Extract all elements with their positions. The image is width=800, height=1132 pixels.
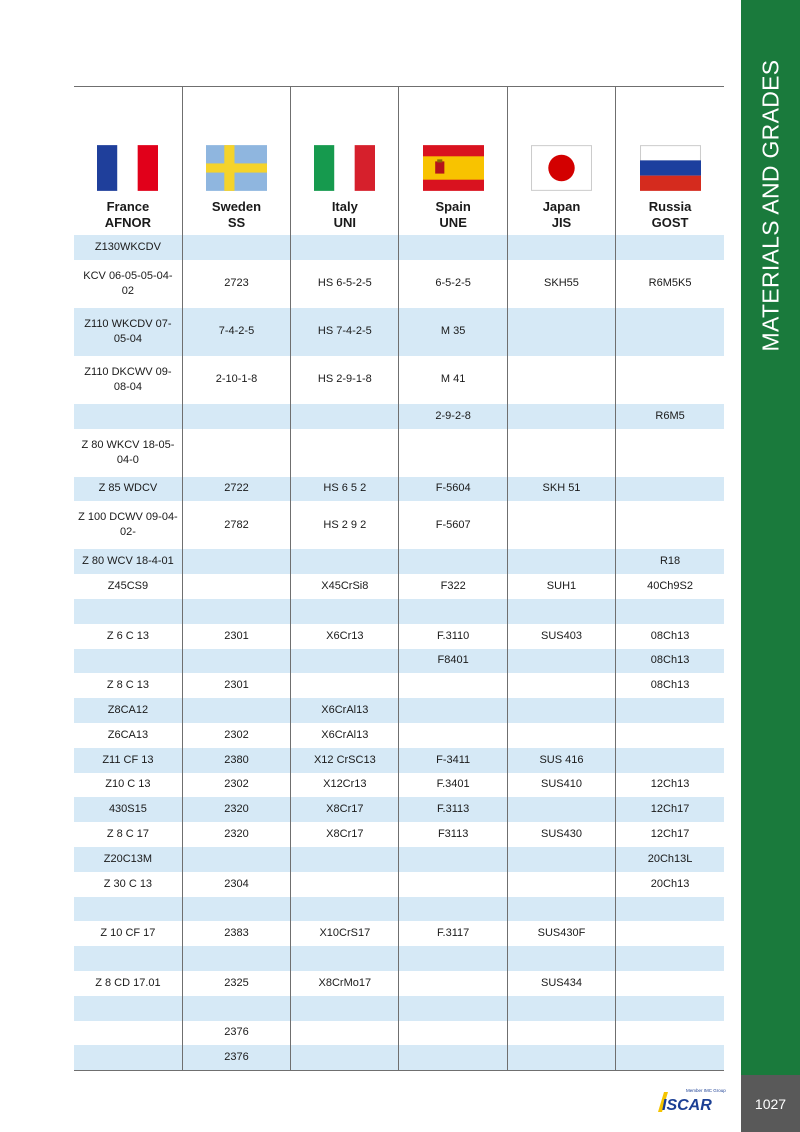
cell-jis	[507, 1021, 615, 1046]
cell-une	[399, 673, 507, 698]
header-standard: GOST	[651, 215, 689, 230]
cell-ss: 2723	[182, 260, 290, 308]
table-row	[74, 822, 724, 847]
cell-ss: 2301	[182, 673, 290, 698]
header-japan	[507, 87, 615, 236]
cell-gost: R6M5K5	[616, 260, 724, 308]
cell-une	[399, 996, 507, 1021]
cell-gost	[616, 429, 724, 477]
cell-gost	[616, 1045, 724, 1070]
cell-une: F.3401	[399, 773, 507, 798]
header-country: Spain	[435, 199, 471, 214]
table-row	[74, 624, 724, 649]
table-row	[74, 748, 724, 773]
header-france	[74, 87, 182, 236]
cell-ss: 2325	[182, 971, 290, 996]
cell-uni	[291, 235, 399, 260]
cell-uni	[291, 847, 399, 872]
cell-jis	[507, 847, 615, 872]
cell-jis	[507, 723, 615, 748]
table-row	[74, 235, 724, 260]
cell-gost	[616, 946, 724, 971]
cell-ss	[182, 698, 290, 723]
cell-ss	[182, 235, 290, 260]
cell-une: F-5604	[399, 477, 507, 502]
table-body	[74, 235, 724, 1070]
cell-une	[399, 698, 507, 723]
cell-gost	[616, 698, 724, 723]
cell-une	[399, 549, 507, 574]
cell-gost: 40Ch9S2	[616, 574, 724, 599]
cell-gost: 12Ch17	[616, 822, 724, 847]
cell-ss: 2376	[182, 1021, 290, 1046]
cell-gost	[616, 971, 724, 996]
page-number: 1027	[741, 1075, 800, 1132]
cell-uni: X8CrMo17	[291, 971, 399, 996]
cell-afnor: Z10 C 13	[74, 773, 182, 798]
cell-une	[399, 897, 507, 922]
cell-ss	[182, 897, 290, 922]
table-row	[74, 673, 724, 698]
cell-afnor: Z 30 C 13	[74, 872, 182, 897]
cell-une: F322	[399, 574, 507, 599]
cell-jis	[507, 235, 615, 260]
cell-jis	[507, 673, 615, 698]
cell-gost	[616, 356, 724, 404]
table-row	[74, 356, 724, 404]
italy-flag-icon	[314, 145, 375, 191]
cell-ss: 2304	[182, 872, 290, 897]
header-russia	[616, 87, 724, 236]
cell-jis	[507, 356, 615, 404]
cell-jis: SUS430	[507, 822, 615, 847]
cell-une: F8401	[399, 649, 507, 674]
cell-afnor: Z 100 DCWV 09-04-02-	[74, 501, 182, 549]
cell-gost	[616, 477, 724, 502]
table-row	[74, 698, 724, 723]
cell-une	[399, 971, 507, 996]
cell-gost	[616, 501, 724, 549]
cell-uni: HS 2 9 2	[291, 501, 399, 549]
cell-ss	[182, 599, 290, 624]
spain-flag-icon	[423, 145, 484, 191]
logo-tagline: Member IMC Group	[686, 1088, 726, 1093]
cell-uni	[291, 1045, 399, 1070]
table-row	[74, 429, 724, 477]
cell-jis: SUS434	[507, 971, 615, 996]
cell-une	[399, 723, 507, 748]
table-row	[74, 723, 724, 748]
cell-ss: 2-10-1-8	[182, 356, 290, 404]
cell-uni	[291, 649, 399, 674]
table-row	[74, 971, 724, 996]
cell-uni: HS 6 5 2	[291, 477, 399, 502]
cell-afnor: Z110 DKCWV 09-08-04	[74, 356, 182, 404]
cell-uni	[291, 872, 399, 897]
header-standard: JIS	[551, 215, 572, 230]
table-row	[74, 477, 724, 502]
cell-ss	[182, 946, 290, 971]
cell-une: F.3113	[399, 797, 507, 822]
materials-grades-table	[74, 86, 724, 1071]
cell-gost: 08Ch13	[616, 649, 724, 674]
table-row	[74, 996, 724, 1021]
cell-gost: R6M5	[616, 404, 724, 429]
cell-ss: 2320	[182, 822, 290, 847]
cell-gost	[616, 235, 724, 260]
header-italy	[291, 87, 399, 236]
cell-uni: X10CrS17	[291, 921, 399, 946]
cell-une	[399, 599, 507, 624]
header-country: France	[106, 199, 150, 214]
cell-jis	[507, 897, 615, 922]
cell-afnor: 430S15	[74, 797, 182, 822]
header-standard: UNE	[439, 215, 467, 230]
cell-une	[399, 1045, 507, 1070]
iscar-logo-mark	[656, 1086, 726, 1114]
cell-jis	[507, 698, 615, 723]
cell-jis	[507, 501, 615, 549]
cell-afnor	[74, 946, 182, 971]
header-country: Japan	[542, 199, 581, 214]
logo-brand: ISCAR	[662, 1097, 712, 1114]
france-flag-icon	[97, 145, 158, 191]
cell-uni: X8Cr17	[291, 797, 399, 822]
cell-uni	[291, 549, 399, 574]
cell-ss: 2301	[182, 624, 290, 649]
cell-une	[399, 946, 507, 971]
cell-afnor: Z 10 CF 17	[74, 921, 182, 946]
cell-afnor	[74, 404, 182, 429]
cell-une	[399, 1021, 507, 1046]
table-row	[74, 946, 724, 971]
cell-afnor	[74, 1021, 182, 1046]
cell-jis	[507, 429, 615, 477]
cell-gost	[616, 599, 724, 624]
cell-uni	[291, 429, 399, 477]
cell-afnor: Z110 WKCDV 07-05-04	[74, 308, 182, 356]
cell-ss: 2782	[182, 501, 290, 549]
cell-une: F-5607	[399, 501, 507, 549]
cell-une: F.3110	[399, 624, 507, 649]
header-country: Italy	[331, 199, 358, 214]
cell-jis	[507, 649, 615, 674]
cell-jis	[507, 996, 615, 1021]
cell-uni	[291, 404, 399, 429]
cell-uni	[291, 673, 399, 698]
cell-ss	[182, 574, 290, 599]
cell-afnor: Z6CA13	[74, 723, 182, 748]
header-standard: SS	[227, 215, 246, 230]
cell-gost	[616, 996, 724, 1021]
cell-ss	[182, 429, 290, 477]
cell-jis	[507, 308, 615, 356]
cell-ss: 2302	[182, 773, 290, 798]
sweden-flag-icon	[206, 145, 267, 191]
cell-une: F-3411	[399, 748, 507, 773]
cell-jis	[507, 599, 615, 624]
cell-afnor: Z 8 CD 17.01	[74, 971, 182, 996]
cell-une	[399, 847, 507, 872]
cell-gost	[616, 723, 724, 748]
cell-ss: 2383	[182, 921, 290, 946]
cell-afnor: Z 85 WDCV	[74, 477, 182, 502]
cell-jis: SUS410	[507, 773, 615, 798]
cell-gost: 12Ch17	[616, 797, 724, 822]
cell-uni	[291, 1021, 399, 1046]
cell-afnor: Z 6 C 13	[74, 624, 182, 649]
cell-une	[399, 235, 507, 260]
cell-afnor: Z130WKCDV	[74, 235, 182, 260]
cell-gost: 08Ch13	[616, 624, 724, 649]
table-row	[74, 773, 724, 798]
cell-afnor: Z 80 WKCV 18-05-04-0	[74, 429, 182, 477]
cell-afnor	[74, 1045, 182, 1070]
cell-afnor: Z8CA12	[74, 698, 182, 723]
cell-gost	[616, 1021, 724, 1046]
materials-table-wrapper	[74, 86, 724, 1071]
table-row	[74, 1045, 724, 1070]
cell-une: 2-9-2-8	[399, 404, 507, 429]
cell-ss	[182, 649, 290, 674]
russia-flag-icon	[640, 145, 701, 191]
table-row	[74, 308, 724, 356]
cell-jis	[507, 946, 615, 971]
cell-afnor: Z 80 WCV 18-4-01	[74, 549, 182, 574]
cell-jis: SUS430F	[507, 921, 615, 946]
cell-afnor: KCV 06-05-05-04-02	[74, 260, 182, 308]
cell-ss: 2380	[182, 748, 290, 773]
cell-uni: HS 2-9-1-8	[291, 356, 399, 404]
cell-uni: HS 7-4-2-5	[291, 308, 399, 356]
cell-uni	[291, 946, 399, 971]
cell-afnor: Z 8 C 13	[74, 673, 182, 698]
cell-gost: 12Ch13	[616, 773, 724, 798]
table-row	[74, 501, 724, 549]
cell-gost	[616, 308, 724, 356]
cell-jis	[507, 549, 615, 574]
table-row	[74, 897, 724, 922]
cell-jis: SUS 416	[507, 748, 615, 773]
cell-ss	[182, 404, 290, 429]
cell-gost	[616, 897, 724, 922]
cell-afnor	[74, 996, 182, 1021]
cell-afnor: Z11 CF 13	[74, 748, 182, 773]
cell-gost	[616, 921, 724, 946]
cell-gost	[616, 748, 724, 773]
cell-gost: 08Ch13	[616, 673, 724, 698]
table-row	[74, 872, 724, 897]
cell-afnor	[74, 897, 182, 922]
cell-gost: 20Ch13L	[616, 847, 724, 872]
cell-jis: SUH1	[507, 574, 615, 599]
cell-uni: X6CrAl13	[291, 698, 399, 723]
table-row	[74, 404, 724, 429]
cell-uni: X12Cr13	[291, 773, 399, 798]
table-row	[74, 847, 724, 872]
cell-jis	[507, 872, 615, 897]
cell-ss: 2320	[182, 797, 290, 822]
japan-flag-icon	[531, 145, 592, 191]
header-spain	[399, 87, 507, 236]
table-row	[74, 797, 724, 822]
table-row	[74, 549, 724, 574]
table-row	[74, 921, 724, 946]
cell-gost: 20Ch13	[616, 872, 724, 897]
table-row	[74, 649, 724, 674]
cell-uni: HS 6-5-2-5	[291, 260, 399, 308]
cell-une	[399, 429, 507, 477]
cell-afnor: Z20C13M	[74, 847, 182, 872]
header-sweden	[182, 87, 290, 236]
cell-ss	[182, 996, 290, 1021]
cell-afnor	[74, 649, 182, 674]
cell-jis: SKH55	[507, 260, 615, 308]
cell-uni	[291, 897, 399, 922]
cell-uni	[291, 996, 399, 1021]
cell-une	[399, 872, 507, 897]
cell-uni: X6Cr13	[291, 624, 399, 649]
table-row	[74, 574, 724, 599]
cell-jis: SKH 51	[507, 477, 615, 502]
cell-jis: SUS403	[507, 624, 615, 649]
header-country: Russia	[648, 199, 692, 214]
cell-une: M 41	[399, 356, 507, 404]
cell-afnor	[74, 599, 182, 624]
iscar-logo	[656, 1086, 726, 1114]
cell-ss: 2722	[182, 477, 290, 502]
cell-afnor: Z 8 C 17	[74, 822, 182, 847]
cell-une: M 35	[399, 308, 507, 356]
table-header-row	[74, 87, 724, 236]
header-standard: UNI	[333, 215, 357, 230]
cell-une: 6-5-2-5	[399, 260, 507, 308]
cell-uni: X8Cr17	[291, 822, 399, 847]
cell-ss	[182, 549, 290, 574]
header-country: Sweden	[211, 199, 262, 214]
cell-une: F3113	[399, 822, 507, 847]
cell-uni	[291, 599, 399, 624]
cell-uni: X6CrAl13	[291, 723, 399, 748]
cell-ss: 7-4-2-5	[182, 308, 290, 356]
cell-uni: X12 CrSC13	[291, 748, 399, 773]
cell-uni: X45CrSi8	[291, 574, 399, 599]
cell-jis	[507, 797, 615, 822]
side-tab-title: MATERIALS AND GRADES	[757, 59, 783, 351]
cell-ss: 2302	[182, 723, 290, 748]
table-row	[74, 599, 724, 624]
table-row	[74, 1021, 724, 1046]
cell-une: F.3117	[399, 921, 507, 946]
table-row	[74, 260, 724, 308]
cell-jis	[507, 404, 615, 429]
cell-ss: 2376	[182, 1045, 290, 1070]
cell-jis	[507, 1045, 615, 1070]
cell-afnor: Z45CS9	[74, 574, 182, 599]
header-standard: AFNOR	[104, 215, 152, 230]
cell-ss	[182, 847, 290, 872]
cell-gost: R18	[616, 549, 724, 574]
